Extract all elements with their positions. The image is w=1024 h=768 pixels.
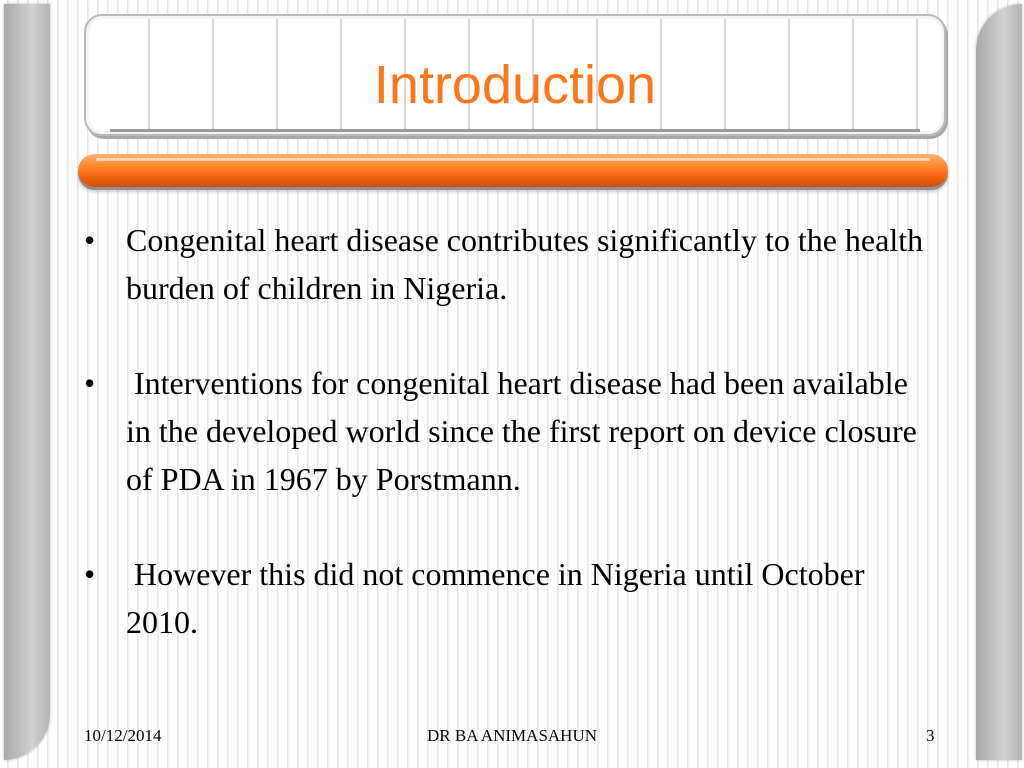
- footer-author: DR BA ANIMASAHUN: [426, 726, 598, 745]
- bullet-marker: •: [84, 365, 96, 401]
- bullet-text: Interventions for congenital heart disease had been available in the developed world since the first report on device closure of PDA in 1967 by Porstmann.: [126, 365, 925, 497]
- accent-bar: [78, 154, 948, 187]
- bullet-marker: •: [84, 556, 96, 592]
- bullet-text: However this did not commence in Nigeria until October 2010.: [126, 556, 873, 640]
- bullet-item: [84, 359, 924, 503]
- bullet-text: Congenital heart disease contributes significantly to the health burden of children in Nigeria.: [126, 222, 924, 306]
- slide-title: Introduction: [373, 55, 657, 115]
- footer-date: 10/12/2014: [84, 726, 162, 745]
- bullet-list: [84, 216, 924, 693]
- right-decorative-bar: [976, 4, 1022, 760]
- bullet-marker: •: [84, 222, 96, 258]
- left-decorative-bar: [4, 4, 50, 760]
- page-number: 3: [926, 726, 935, 745]
- title-frame: [84, 14, 946, 136]
- bullet-item: [84, 216, 924, 312]
- bullet-item: [84, 550, 924, 646]
